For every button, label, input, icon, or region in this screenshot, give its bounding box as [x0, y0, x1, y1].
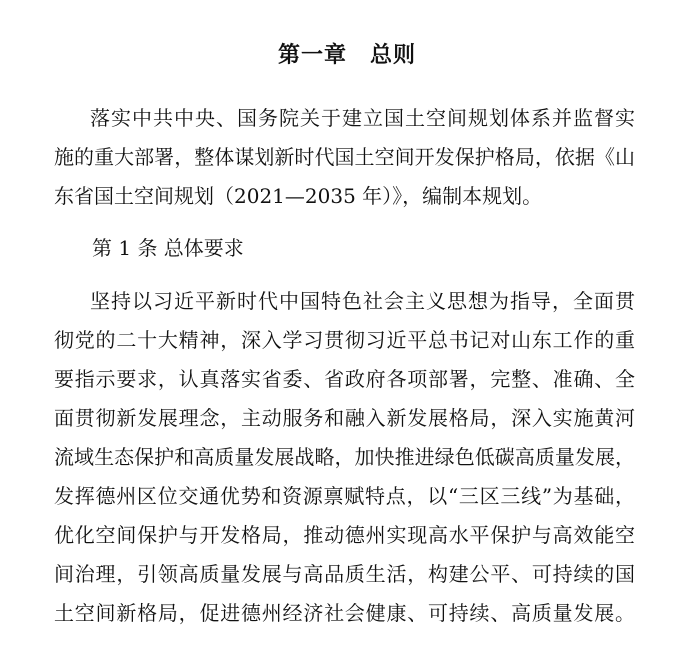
chapter-title: 第一章 总则: [277, 43, 416, 68]
article-line-7: 优化空间保护与开发格局，推动德州实现高水平保护与高效能空: [54, 523, 635, 547]
article-line-8: 间治理，引领高质量发展与高品质生活，构建公平、可持续的国: [54, 562, 635, 586]
article-line-3: 要指示要求，认真落实省委、省政府各项部署，完整、准确、全: [54, 367, 635, 391]
article-line-6: 发挥德州区位交通优势和资源禀赋特点，以“三区三线”为基础，: [54, 484, 635, 508]
intro-line-1: 落实中共中央、国务院关于建立国土空间规划体系并监督实: [90, 106, 635, 130]
article-line-9: 土空间新格局，促进德州经济社会健康、可持续、高质量发展。: [54, 601, 635, 625]
intro-line-3: 东省国土空间规划（2021—2035 年）》，编制本规划。: [54, 184, 543, 208]
article-line-2: 彻党的二十大精神，深入学习贯彻习近平总书记对山东工作的重: [54, 328, 635, 352]
article-line-1: 坚持以习近平新时代中国特色社会主义思想为指导，全面贯: [90, 289, 635, 313]
intro-line-2: 施的重大部署，整体谋划新时代国土空间开发保护格局，依据《山: [54, 145, 635, 169]
article-heading: 第 1 条 总体要求: [92, 236, 244, 260]
article-line-4: 面贯彻新发展理念，主动服务和融入新发展格局，深入实施黄河: [54, 406, 635, 430]
article-line-5: 流域生态保护和高质量发展战略，加快推进绿色低碳高质量发展，: [54, 445, 635, 469]
